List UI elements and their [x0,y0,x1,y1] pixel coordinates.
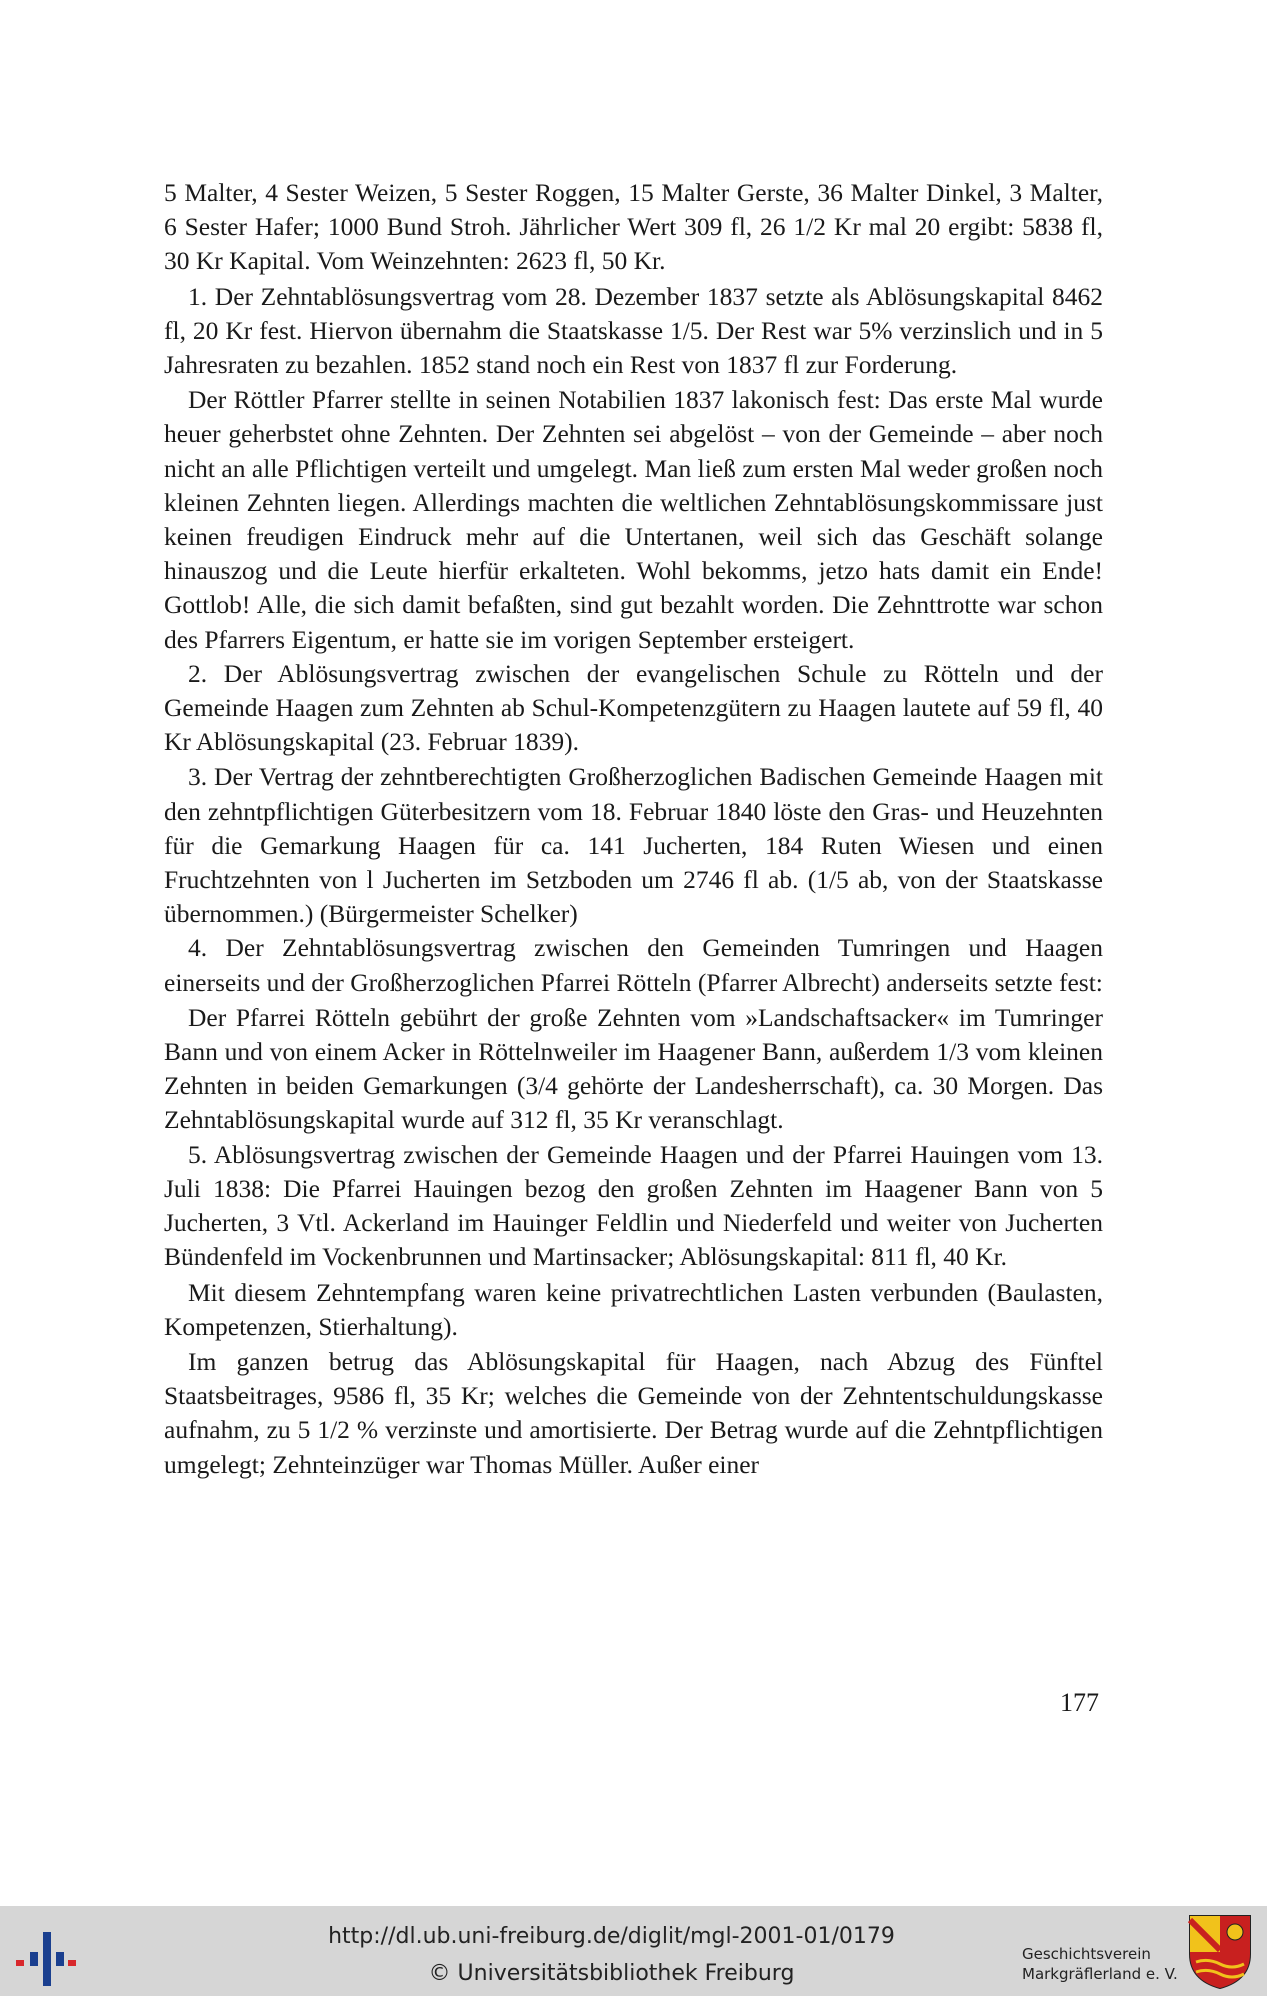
paragraph: 3. Der Vertrag der zehntberechtigten Großherzoglichen Badischen Gemeinde Haagen mit den zehntpflichtigen Güterbesitzern vom 18. Februar 1840 löste den Gras- und Heuzehnten für die Gemarkung Haagen für ca. 141 Jucherten, 184 Ruten Wiesen und einen Fruchtzehnten von l Jucherten im Setzboden um 2746 fl ab. (1/5 ab, von der Staatskasse übernommen.) (Bürgermeister Schelker) [164,762,1103,929]
footer-copyright: © Universitätsbibliothek Freiburg [428,1961,795,1986]
society-name-line: Geschichtsverein [1022,1945,1151,1963]
society-name-line: Markgräflerland e. V. [1022,1965,1178,1983]
paragraph: 4. Der Zehntablösungsvertrag zwischen den Gemeinden Tumringen und Haagen einerseits und der Großherzoglichen Pfarrei Rötteln (Pfarrer Albrecht) anderseits setzte fest: [164,933,1103,997]
paragraph: Im ganzen betrug das Ablösungskapital für Haagen, nach Abzug des Fünftel Staatsbeitrages, 9586 fl, 35 Kr; welches die Gemeinde von der Zehntentschuldungskasse aufnahm, zu 5 1/2 % verzinste und amortisierte. Der Betrag wurde auf die Zehntpflichtigen umgelegt; Zehnteinzüger war Thomas Müller. Außer einer [164,1346,1103,1479]
footer-bar [0,1906,1267,1996]
paragraph: 1. Der Zehntablösungsvertrag vom 28. Dezember 1837 setzte als Ablösungskapital 8462 fl, 20 Kr fest. Hiervon übernahm die Staatskasse 1/5. Der Rest war 5% verzinslich und in 5 Jahresraten zu bezahlen. 1852 stand noch ein Rest von 1837 fl zur Forderung. [164,281,1103,380]
paragraph: 5. Ablösungsvertrag zwischen der Gemeinde Haagen und der Pfarrei Hauingen vom 13. Juli 1838: Die Pfarrei Hauingen bezog den großen Zehnten im Haagener Bann von 5 Jucherten, 3 Vtl. Ackerland im Hauinger Feldlin und Niederfeld und weiter von Jucherten Bündenfeld im Vockenbrunnen und Martinsacker; Ablösungskapital: 811 fl, 40 Kr. [164,1139,1103,1272]
paragraph: Der Pfarrei Rötteln gebührt der große Zehnten vom »Landschaftsacker« im Tumringer Bann und von einem Acker in Röttelnweiler im Haagener Bann, außerdem 1/3 vom kleinen Zehnten in beiden Gemarkungen (3/4 gehörte der Landesherrschaft), ca. 30 Morgen. Das Zehntablösungskapital wurde auf 312 fl, 35 Kr veranschlagt. [164,1002,1103,1135]
page-number: 177 [1060,1688,1099,1717]
paragraph: Der Röttler Pfarrer stellte in seinen Notabilien 1837 lakonisch fest: Das erste Mal wurde heuer geherbstet ohne Zehnten. Der Zehnten sei abgelöst – von der Gemeinde – aber noch nicht an alle Pflichtigen verteilt und umgelegt. Man ließ zum ersten Mal weder großen noch kleinen Zehnten liegen. Allerdings machten die weltlichen Zehntablösungskommissare just keinen freudigen Eindruck mehr auf die Untertanen, weil sich das Geschäft solange hinauszog und die Leute hierfür erkalteten. Wohl bekomms, jetzo hats damit ein Ende! Gottlob! Alle, die sich damit befaßten, sind gut bezahlt worden. Die Zehnttrotte war schon des Pfarrers Eigentum, er hatte sie im vorigen September ersteigert. [164,385,1103,654]
paragraph: 2. Der Ablösungsvertrag zwischen der evangelischen Schule zu Rötteln und der Gemeinde Haagen zum Zehnten ab Schul-Kompetenzgütern zu Haagen lautete auf 59 fl, 40 Kr Ablösungskapital (23. Februar 1839). [164,658,1103,757]
text-body [164,176,1103,1482]
footer-url-link[interactable]: http://dl.ub.uni-freiburg.de/diglit/mgl-2001-01/0179 [328,1924,895,1949]
society-name [1022,1944,1178,1984]
paragraph: 5 Malter, 4 Sester Weizen, 5 Sester Roggen, 15 Malter Gerste, 36 Malter Dinkel, 3 Malter, 6 Sester Hafer; 1000 Bund Stroh. Jährlicher Wert 309 fl, 26 1/2 Kr mal 20 ergibt: 5838 fl, 30 Kr Kapital. Vom Weinzehnten: 2623 fl, 50 Kr. [164,178,1103,276]
paragraph: Mit diesem Zehntempfang waren keine privatrechtlichen Lasten verbunden (Baulasten, Kompetenzen, Stierhaltung). [164,1277,1103,1341]
coat-of-arms-icon [1188,1914,1252,1990]
